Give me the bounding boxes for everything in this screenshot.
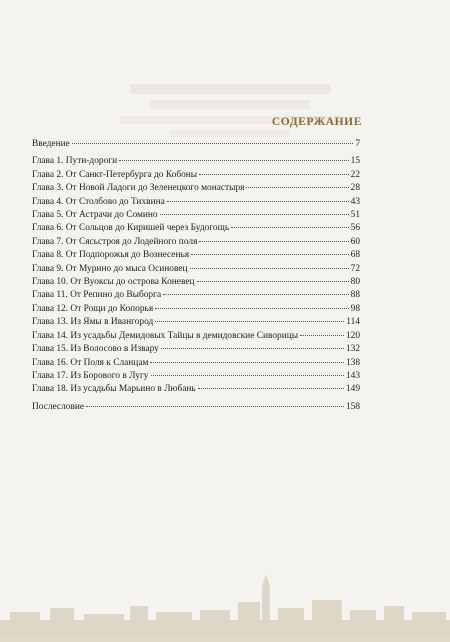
toc-entry <box>32 316 360 329</box>
toc-entry-page: 7 <box>355 139 360 149</box>
toc-entry <box>32 209 360 222</box>
toc-entry-page: 60 <box>350 236 360 247</box>
contents-heading: СОДЕРЖАНИЕ <box>271 116 362 128</box>
toc-entry <box>32 222 360 235</box>
toc-entry <box>32 370 360 383</box>
dot-leader <box>155 321 344 322</box>
toc-entry <box>32 236 360 249</box>
toc-entry-page: 149 <box>345 384 360 395</box>
toc-entry-title: Глава 11. От Репино до Выборга <box>32 290 162 301</box>
toc-entry-title: Глава 9. От Мурино до мыса Осиновец <box>32 263 188 274</box>
toc-entry <box>32 383 360 396</box>
toc-entry <box>32 276 360 289</box>
toc-entry-page: 22 <box>350 169 360 180</box>
toc-entry <box>32 330 360 343</box>
toc-entry-page: 138 <box>345 357 360 368</box>
dot-leader <box>119 160 349 161</box>
dot-leader <box>86 406 344 407</box>
toc-entry-title: Глава 12. От Рощи до Копорья <box>32 303 154 314</box>
dot-leader <box>199 174 349 175</box>
dot-leader <box>72 143 354 144</box>
toc-entry <box>32 249 360 262</box>
toc-entry-title: Глава 5. От Астрачи до Сомино <box>32 210 158 221</box>
toc-entry-page: 68 <box>350 250 360 261</box>
dot-leader <box>199 241 348 242</box>
toc-entry-title: Глава 16. От Поля к Сланцам <box>32 357 149 368</box>
toc-entry-title: Глава 18. Из усадьбы Марьино в Любань <box>32 384 196 395</box>
toc-entry-title: Глава 7. От Сясьстроя до Лодейного поля <box>32 236 198 247</box>
dot-leader <box>155 308 348 309</box>
toc-entry <box>32 263 360 276</box>
table-of-contents <box>32 138 360 414</box>
dot-leader <box>160 214 349 215</box>
toc-entry-title: Глава 3. От Новой Ладоги до Зеленецкого монастыря <box>32 183 245 194</box>
toc-entry-title: Глава 14. Из усадьбы Демидовых Тайцы в демидовские Сиворицы <box>32 330 299 341</box>
toc-entry-title: Глава 8. От Подпорожья до Вознесенья <box>32 250 190 261</box>
toc-entry-page: 143 <box>345 370 360 381</box>
dot-leader <box>161 348 344 349</box>
toc-entry <box>32 303 360 316</box>
toc-entry-page: 51 <box>350 210 360 221</box>
dot-leader <box>151 375 344 376</box>
toc-entry <box>32 169 360 182</box>
toc-entry <box>32 343 360 356</box>
toc-entry-title: Введение <box>32 139 70 149</box>
toc-entry-page: 28 <box>350 183 360 194</box>
toc-entry-title: Глава 1. Пути-дороги <box>32 156 118 167</box>
toc-entry <box>32 155 360 168</box>
dot-leader <box>198 388 344 389</box>
dot-leader <box>300 335 344 336</box>
dot-leader <box>191 254 349 255</box>
toc-entry-title: Послесловие <box>32 401 85 412</box>
toc-entry-title: Глава 6. От Сольцов до Киришей через Будогощь <box>32 223 230 234</box>
toc-entry-title: Глава 13. Из Ямы в Ивангород <box>32 317 154 328</box>
dot-leader <box>150 362 344 363</box>
dot-leader <box>231 227 349 228</box>
toc-entry-page: 88 <box>350 290 360 301</box>
toc-entry <box>32 138 360 151</box>
dot-leader <box>246 187 348 188</box>
toc-entry-page: 80 <box>350 277 360 288</box>
toc-entry-page: 15 <box>350 156 360 167</box>
toc-entry <box>32 196 360 209</box>
toc-entry <box>32 401 360 414</box>
dot-leader <box>163 294 349 295</box>
toc-entry-page: 132 <box>345 344 360 355</box>
toc-entry-title: Глава 10. От Вуоксы до острова Коневец <box>32 277 195 288</box>
toc-entry-title: Глава 2. От Санкт-Петербурга до Кобоны <box>32 169 198 180</box>
toc-entry-page: 56 <box>350 223 360 234</box>
toc-entry-title: Глава 15. Из Волосово в Извару <box>32 344 159 355</box>
toc-entry-page: 114 <box>346 317 360 328</box>
toc-entry <box>32 357 360 370</box>
toc-entry-title: Глава 4. От Столбово до Тихвина <box>32 196 165 207</box>
toc-entry-page: 43 <box>350 196 360 207</box>
toc-entry-title: Глава 17. Из Борового в Лугу <box>32 370 149 381</box>
toc-entry-page: 98 <box>350 303 360 314</box>
toc-entry-page: 158 <box>345 401 360 412</box>
dot-leader <box>167 201 349 202</box>
toc-entry-page: 72 <box>350 263 360 274</box>
toc-entry <box>32 182 360 195</box>
toc-entry <box>32 289 360 302</box>
city-skyline-illustration <box>0 572 450 642</box>
toc-entry-page: 120 <box>345 330 360 341</box>
dot-leader <box>197 281 349 282</box>
dot-leader <box>190 268 349 269</box>
